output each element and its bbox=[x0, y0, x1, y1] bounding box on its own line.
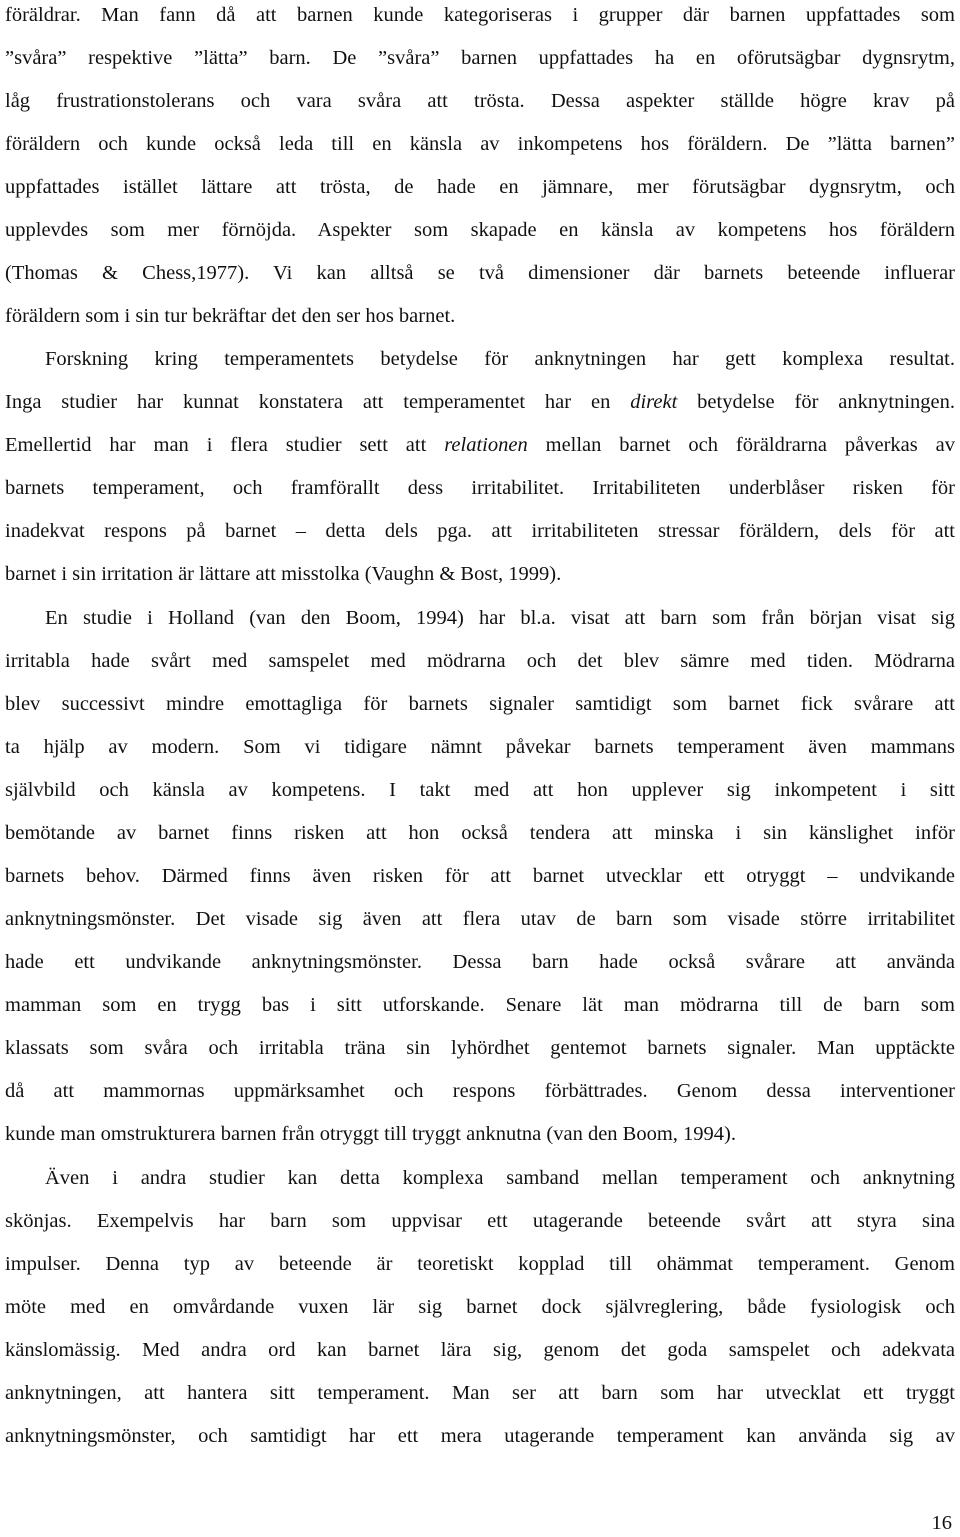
text-line: skönjas. Exempelvis har barn som uppvisar ett utagerande beteende svårt att styra sina bbox=[5, 1210, 955, 1232]
text-line: låg frustrationstolerans och vara svåra att trösta. Dessa aspekter ställde högre krav på bbox=[5, 90, 955, 112]
text-line: känslomässig. Med andra ord kan barnet lära sig, genom det goda samspelet och adekvata bbox=[5, 1339, 955, 1361]
text-line: barnets behov. Därmed finns även risken för att barnet utvecklar ett otryggt – undvikande bbox=[5, 865, 955, 887]
emphasized-word: relationen bbox=[444, 434, 528, 456]
text-line: En studie i Holland (van den Boom, 1994) har bl.a. visat att barn som från början visat sig bbox=[45, 607, 955, 629]
text-line: bemötande av barnet finns risken att hon också tendera att minska i sin känslighet inför bbox=[5, 822, 955, 844]
text-line: självbild och känsla av kompetens. I takt med att hon upplever sig inkompetent i sitt bbox=[5, 779, 955, 801]
text-line: blev successivt mindre emottagliga för barnets signaler samtidigt som barnet fick svårare att bbox=[5, 693, 955, 715]
text-line: mamman som en trygg bas i sitt utforskande. Senare lät man mödrarna till de barn som bbox=[5, 994, 955, 1016]
text-line: barnet i sin irritation är lättare att misstolka (Vaughn & Bost, 1999). bbox=[5, 563, 562, 585]
text-line: barnets temperament, och framförallt dess irritabilitet. Irritabiliteten underblåser risken för bbox=[5, 477, 955, 499]
text-line: kunde man omstrukturera barnen från otryggt till tryggt anknutna (van den Boom, 1994). bbox=[5, 1123, 736, 1145]
text-line: föräldern och kunde också leda till en känsla av inkompetens hos föräldern. De ”lätta barnen” bbox=[5, 133, 955, 155]
text-line: ”svåra” respektive ”lätta” barn. De ”svåra” barnen uppfattades ha en oförutsägbar dygnsrytm, bbox=[5, 47, 955, 69]
text-line: möte med en omvårdande vuxen lär sig barnet dock självreglering, både fysiologisk och bbox=[5, 1296, 955, 1318]
text-line: föräldrar. Man fann då att barnen kunde kategoriseras i grupper där barnen uppfattades som bbox=[5, 4, 955, 26]
text-line: Inga studier har kunnat konstatera att temperamentet har en direkt betydelse för anknytningen. bbox=[5, 391, 955, 413]
text-line: Emellertid har man i flera studier sett att relationen mellan barnet och föräldrarna påverkas av bbox=[5, 434, 955, 456]
text-line: upplevdes som mer förnöjda. Aspekter som skapade en känsla av kompetens hos föräldern bbox=[5, 219, 955, 241]
text-line: Även i andra studier kan detta komplexa samband mellan temperament och anknytning bbox=[45, 1167, 955, 1189]
text-line: då att mammornas uppmärksamhet och respons förbättrades. Genom dessa interventioner bbox=[5, 1080, 955, 1102]
text-line: anknytningsmönster, och samtidigt har ett mera utagerande temperament kan använda sig av bbox=[5, 1425, 955, 1447]
emphasized-word: direkt bbox=[630, 391, 678, 413]
text-line: impulser. Denna typ av beteende är teoretiskt kopplad till ohämmat temperament. Genom bbox=[5, 1253, 955, 1275]
text-line: inadekvat respons på barnet – detta dels pga. att irritabiliteten stressar föräldern, dels för att bbox=[5, 520, 955, 542]
text-line: irritabla hade svårt med samspelet med mödrarna och det blev sämre med tiden. Mödrarna bbox=[5, 650, 955, 672]
text-line: uppfattades istället lättare att trösta, de hade en jämnare, mer förutsägbar dygnsrytm, och bbox=[5, 176, 955, 198]
text-line: anknytningsmönster. Det visade sig även att flera utav de barn som visade större irritabilitet bbox=[5, 908, 955, 930]
page-number: 16 bbox=[931, 1512, 952, 1534]
text-line: klassats som svåra och irritabla träna sin lyhördhet gentemot barnets signaler. Man upptäckte bbox=[5, 1037, 955, 1059]
text-line: anknytningen, att hantera sitt temperament. Man ser att barn som har utvecklat ett tryggt bbox=[5, 1382, 955, 1404]
text-line: (Thomas & Chess,1977). Vi kan alltså se två dimensioner där barnets beteende influerar bbox=[5, 262, 955, 284]
text-line: hade ett undvikande anknytningsmönster. Dessa barn hade också svårare att använda bbox=[5, 951, 955, 973]
text-line: Forskning kring temperamentets betydelse för anknytningen har gett komplexa resultat. bbox=[45, 348, 955, 370]
text-line: föräldern som i sin tur bekräftar det den ser hos barnet. bbox=[5, 305, 456, 327]
text-line: ta hjälp av modern. Som vi tidigare nämnt påvekar barnets temperament även mammans bbox=[5, 736, 955, 758]
